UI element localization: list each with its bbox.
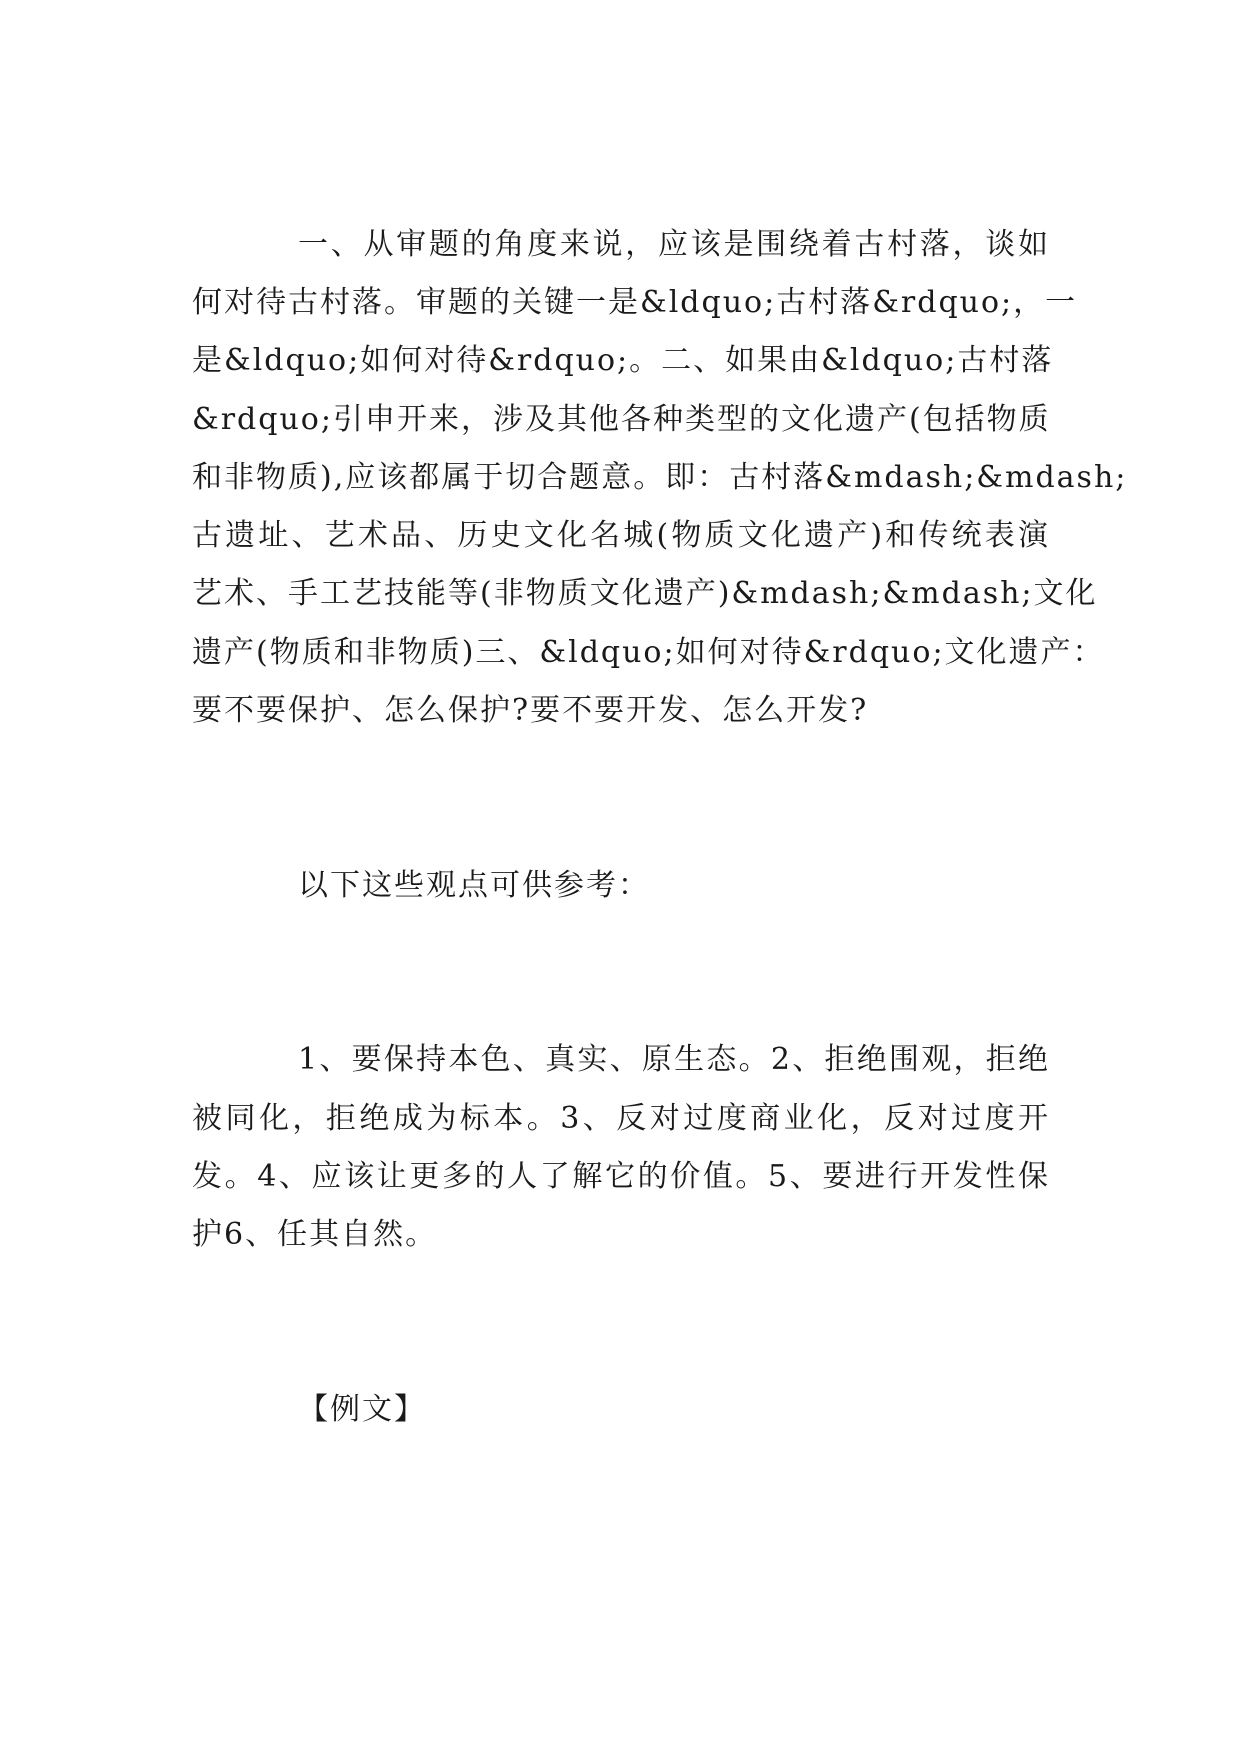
paragraph-3-line-2: 被同化，拒绝成为标本。3、反对过度商业化，反对过度开 — [192, 1101, 1050, 1136]
paragraph-1-line-8: 遗产(物质和非物质)三、&ldquo;如何对待&rdquo;文化遗产： — [192, 635, 1105, 670]
paragraph-1-line-7: 艺术、手工艺技能等(非物质文化遗产)&mdash;&mdash;文化 — [192, 576, 1098, 611]
paragraph-1-line-4: &rdquo;引申开来，涉及其他各种类型的文化遗产(包括物质 — [192, 402, 1051, 437]
paragraph-1-line-3: 是&ldquo;如何对待&rdquo;。二、如果由&ldquo;古村落 — [192, 343, 1054, 378]
paragraph-1-line-6: 古遗址、艺术品、历史文化名城(物质文化遗产)和传统表演 — [192, 518, 1050, 553]
paragraph-1-line-5: 和非物质),应该都属于切合题意。即：古村落&mdash;&mdash; — [192, 460, 1128, 495]
paragraph-1-line-9: 要不要保护、怎么保护?要不要开发、怎么开发? — [192, 693, 869, 728]
paragraph-3-line-1: 1、要保持本色、真实、原生态。2、拒绝围观，拒绝 — [298, 1042, 1050, 1077]
paragraph-3-line-4: 护6、任其自然。 — [192, 1217, 438, 1252]
paragraph-1-line-1: 一、从审题的角度来说，应该是围绕着古村落，谈如 — [298, 227, 1050, 262]
paragraph-1-line-2: 何对待古村落。审题的关键一是&ldquo;古村落&rdquo;，一 — [192, 285, 1078, 320]
example-heading: 【例文】 — [298, 1392, 426, 1427]
paragraph-2-line-1: 以下这些观点可供参考： — [298, 868, 650, 903]
paragraph-3-line-3: 发。4、应该让更多的人了解它的价值。5、要进行开发性保 — [192, 1159, 1050, 1194]
